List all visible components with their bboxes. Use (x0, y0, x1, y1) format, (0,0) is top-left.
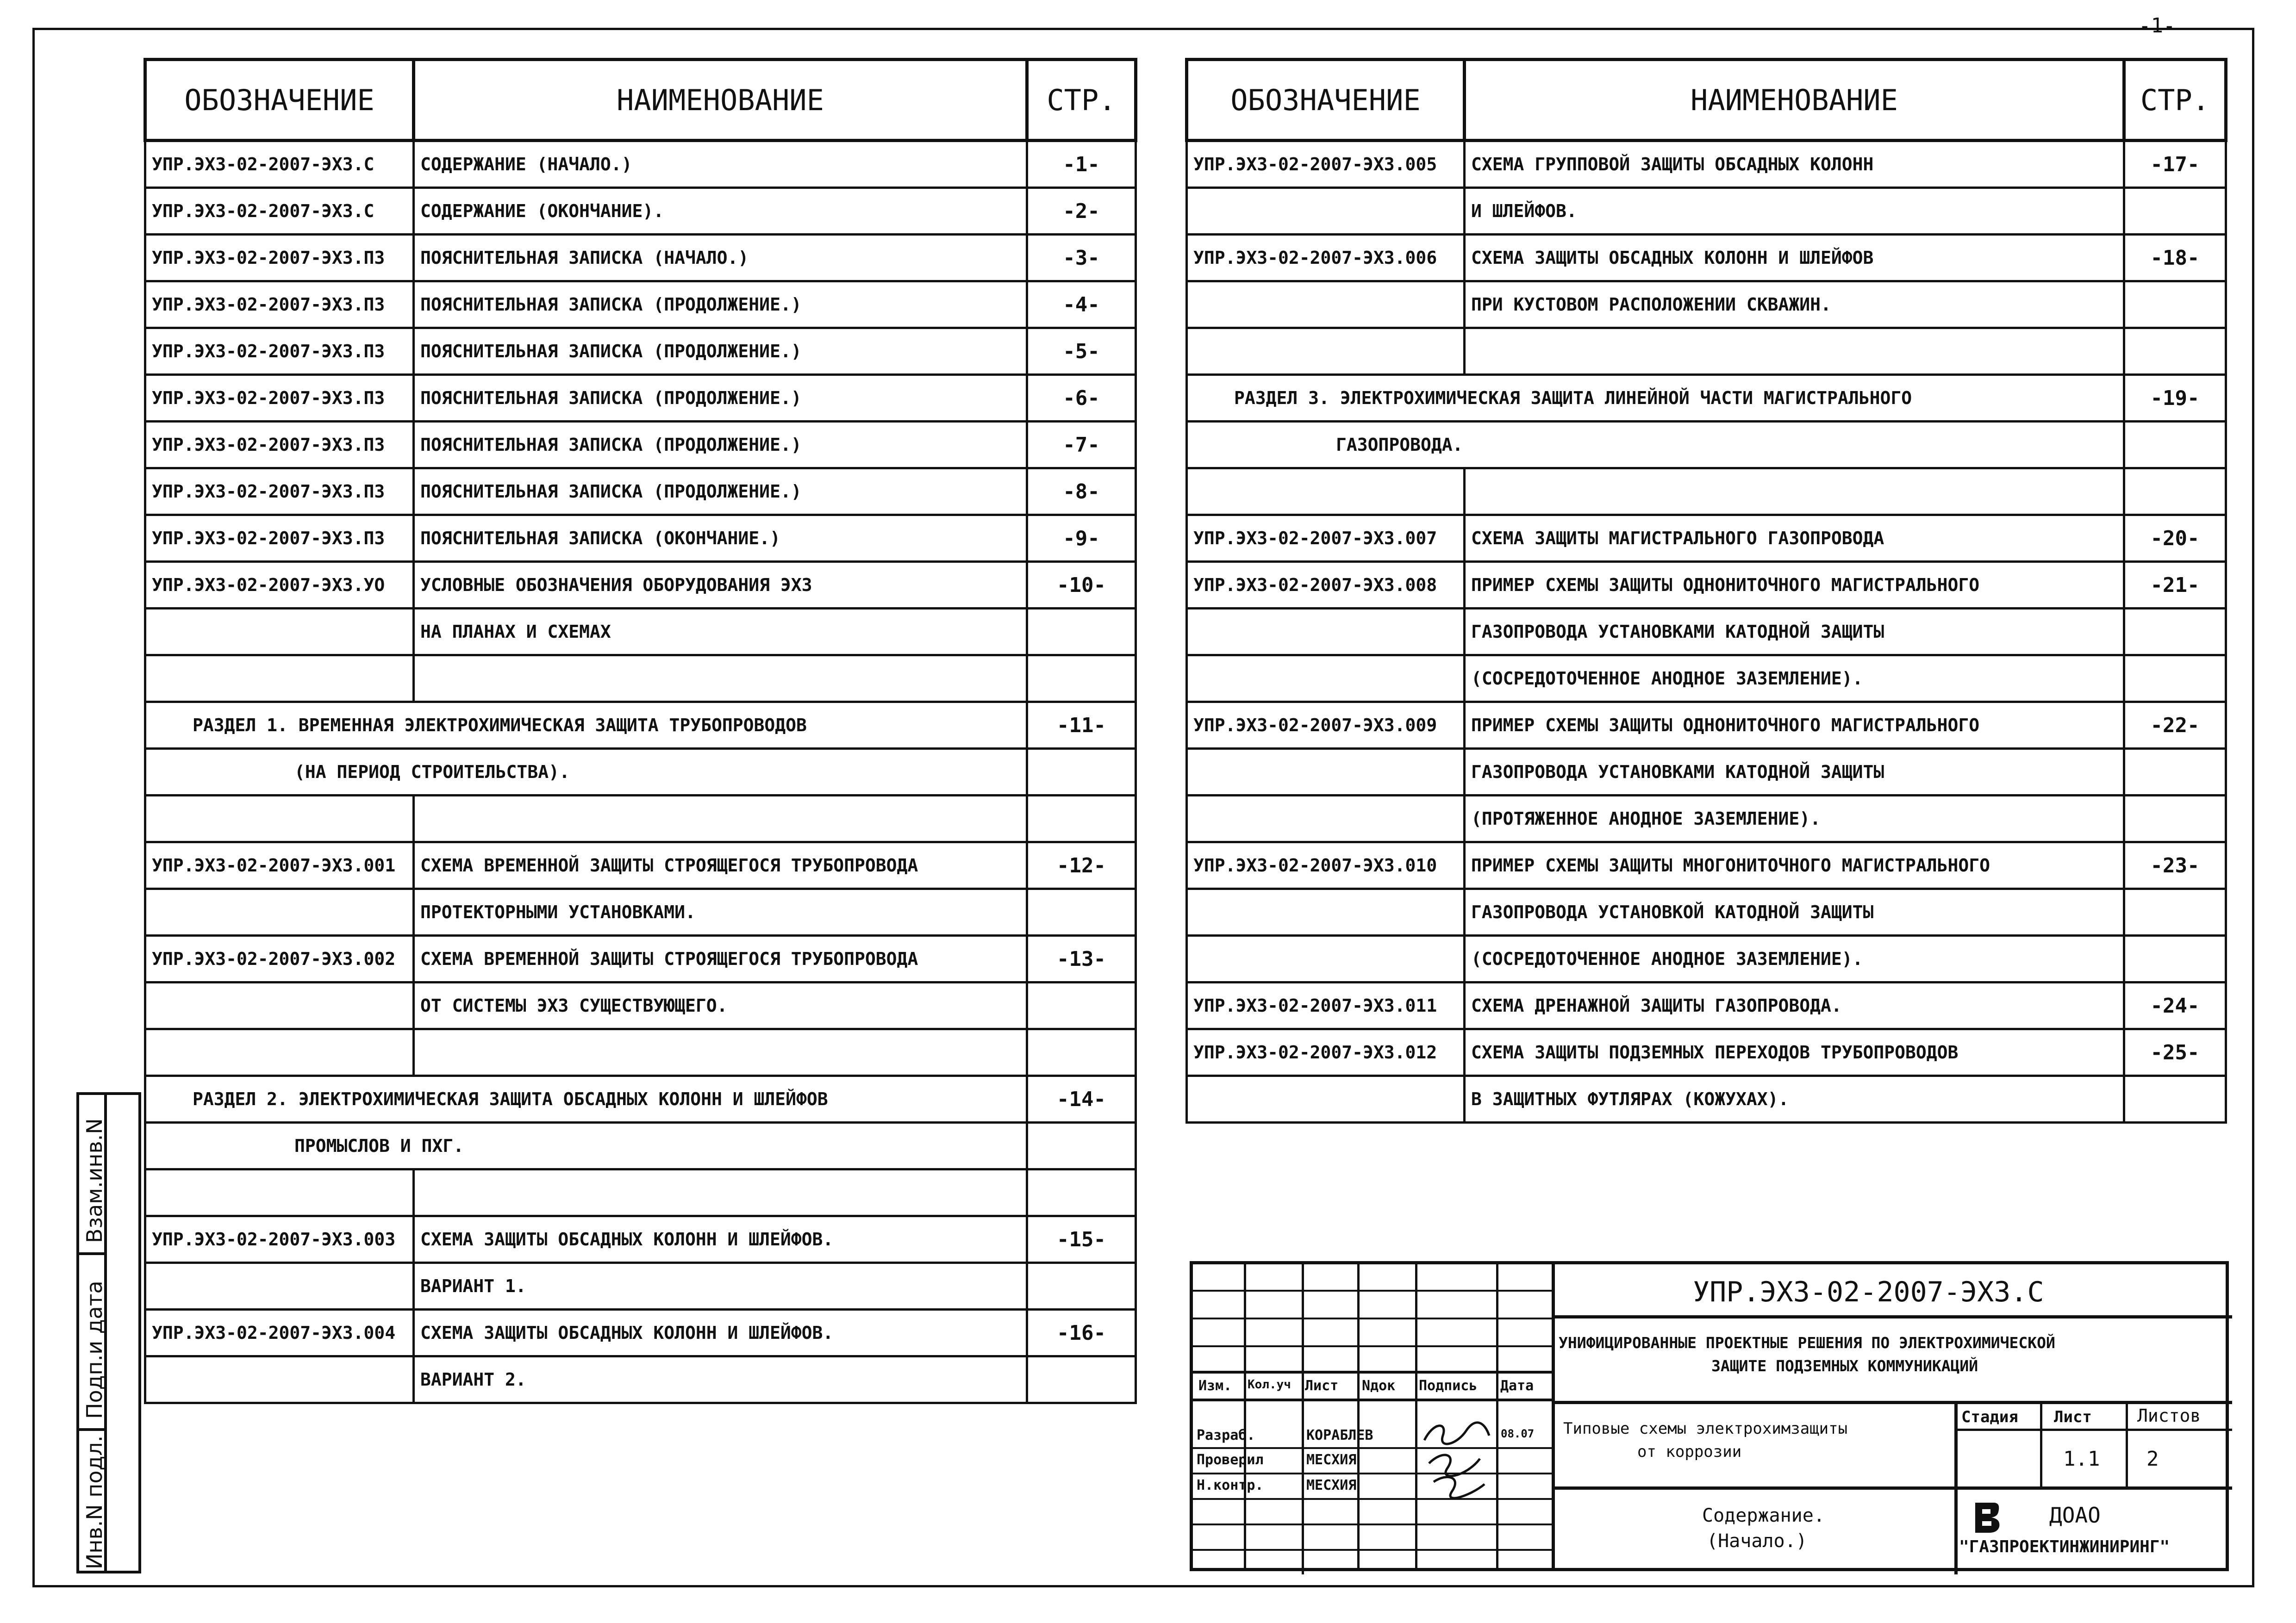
table-header-row (145, 60, 1136, 141)
name-cell: ПРИМЕР СХЕМЫ ЗАЩИТЫ ОДНОНИТОЧНОГО МАГИСТРАЛЬНОГО (1465, 562, 2124, 609)
designation-cell (145, 1029, 414, 1076)
table-row (145, 562, 1136, 609)
name-cell: ПРОТЕКТОРНЫМИ УСТАНОВКАМИ. (414, 889, 1027, 936)
contents-table-left (144, 58, 1137, 1404)
name-cell: ПОЯСНИТЕЛЬНАЯ ЗАПИСКА (ПРОДОЛЖЕНИЕ.) (414, 375, 1027, 422)
date-razrab: 08.07 (1501, 1427, 1535, 1440)
table-row (145, 1029, 1136, 1076)
designation-cell: УПР.ЭХЗ-02-2007-ЭХЗ.007 (1187, 515, 1465, 562)
designation-cell (1187, 796, 1465, 842)
section-title: (НА ПЕРИОД СТРОИТЕЛЬСТВА). (145, 749, 1027, 796)
designation-cell (1187, 468, 1465, 515)
page-cell (2124, 281, 2226, 328)
page-cell (2124, 655, 2226, 702)
page-cell: -17- (2124, 141, 2226, 188)
table-row (145, 422, 1136, 468)
header-designation: ОБОЗНАЧЕНИЕ (1187, 60, 1465, 141)
page-cell (2124, 468, 2226, 515)
name-cell: ПРИМЕР СХЕМЫ ЗАЩИТЫ МНОГОНИТОЧНОГО МАГИСТРАЛЬНОГО (1465, 842, 2124, 889)
name-cell: ПРИМЕР СХЕМЫ ЗАЩИТЫ ОДНОНИТОЧНОГО МАГИСТРАЛЬНОГО (1465, 702, 2124, 749)
person-razrab: КОРАБЛЕВ (1306, 1427, 1373, 1443)
organization-logo-icon (1971, 1498, 2003, 1535)
table-row (1187, 1076, 2226, 1123)
side-vzam-inv: Взам.инв.N (82, 1118, 107, 1243)
section-title: ПРОМЫСЛОВ И ПХГ. (145, 1123, 1027, 1169)
hdr-podpis: Подпись (1419, 1378, 1478, 1394)
table-row (1187, 141, 2226, 188)
table-row (145, 1216, 1136, 1263)
table-row (1187, 515, 2226, 562)
table-row (1187, 936, 2226, 983)
page-cell: -11- (1027, 702, 1136, 749)
table-row (1187, 796, 2226, 842)
table-row (145, 188, 1136, 235)
role-nkontr: Н.контр. (1197, 1477, 1264, 1493)
organization-name-line2: "ГАЗПРОЕКТИНЖИНИРИНГ" (1959, 1537, 2170, 1556)
name-cell: УСЛОВНЫЕ ОБОЗНАЧЕНИЯ ОБОРУДОВАНИЯ ЭХЗ (414, 562, 1027, 609)
page-cell: -9- (1027, 515, 1136, 562)
name-cell: СХЕМА ДРЕНАЖНОЙ ЗАЩИТЫ ГАЗОПРОВОДА. (1465, 983, 2124, 1029)
name-cell: СХЕМА ВРЕМЕННОЙ ЗАЩИТЫ СТРОЯЩЕГОСЯ ТРУБОПРОВОДА (414, 936, 1027, 983)
designation-cell: УПР.ЭХЗ-02-2007-ЭХЗ.ПЗ (145, 468, 414, 515)
name-cell: НА ПЛАНАХ И СХЕМАХ (414, 609, 1027, 655)
designation-cell: УПР.ЭХЗ-02-2007-ЭХЗ.009 (1187, 702, 1465, 749)
stage-label: Стадия (1961, 1408, 2018, 1426)
table-row (1187, 328, 2226, 375)
designation-cell: УПР.ЭХЗ-02-2007-ЭХЗ.011 (1187, 983, 1465, 1029)
page-cell (2124, 889, 2226, 936)
designation-cell: УПР.ЭХЗ-02-2007-ЭХЗ.С (145, 188, 414, 235)
name-cell: СХЕМА ГРУППОВОЙ ЗАЩИТЫ ОБСАДНЫХ КОЛОНН (1465, 141, 2124, 188)
name-cell: СОДЕРЖАНИЕ (ОКОНЧАНИЕ). (414, 188, 1027, 235)
page-cell (1027, 1123, 1136, 1169)
table-row (145, 889, 1136, 936)
table-row (145, 842, 1136, 889)
designation-cell: УПР.ЭХЗ-02-2007-ЭХЗ.006 (1187, 235, 1465, 281)
sheets-value: 2 (2146, 1447, 2159, 1471)
table-row (145, 328, 1136, 375)
name-cell: ПОЯСНИТЕЛЬНАЯ ЗАПИСКА (ПРОДОЛЖЕНИЕ.) (414, 328, 1027, 375)
doc-title-line1: Типовые схемы электрохимзащиты (1563, 1419, 1848, 1438)
designation-cell (1187, 281, 1465, 328)
table-row (145, 1123, 1136, 1169)
designation-cell: УПР.ЭХЗ-02-2007-ЭХЗ.ПЗ (145, 281, 414, 328)
name-cell: ПОЯСНИТЕЛЬНАЯ ЗАПИСКА (ПРОДОЛЖЕНИЕ.) (414, 422, 1027, 468)
side-podp-data: Подп.и дата (82, 1281, 107, 1419)
designation-cell (145, 1263, 414, 1310)
hdr-data: Дата (1500, 1378, 1534, 1394)
table-row (145, 1169, 1136, 1216)
sheet-title-line1: Содержание. (1702, 1505, 1825, 1526)
designation-cell (145, 1169, 414, 1216)
table-row (1187, 1029, 2226, 1076)
header-name: НАИМЕНОВАНИЕ (1465, 60, 2124, 141)
page-number: -1- (2139, 14, 2176, 37)
name-cell (414, 655, 1027, 702)
page-cell: -2- (1027, 188, 1136, 235)
designation-cell: УПР.ЭХЗ-02-2007-ЭХЗ.008 (1187, 562, 1465, 609)
page-cell: -21- (2124, 562, 2226, 609)
designation-cell (1187, 609, 1465, 655)
header-page: СТР. (2124, 60, 2226, 141)
section-title: ГАЗОПРОВОДА. (1187, 422, 2124, 468)
designation-cell: УПР.ЭХЗ-02-2007-ЭХЗ.004 (145, 1310, 414, 1356)
table-row (1187, 842, 2226, 889)
designation-cell (1187, 655, 1465, 702)
name-cell: ГАЗОПРОВОДА УСТАНОВКАМИ КАТОДНОЙ ЗАЩИТЫ (1465, 749, 2124, 796)
table-row (145, 655, 1136, 702)
table-row (1187, 281, 2226, 328)
document-code: УПР.ЭХЗ-02-2007-ЭХЗ.С (1693, 1276, 2044, 1308)
name-cell: ГАЗОПРОВОДА УСТАНОВКАМИ КАТОДНОЙ ЗАЩИТЫ (1465, 609, 2124, 655)
designation-cell: УПР.ЭХЗ-02-2007-ЭХЗ.С (145, 141, 414, 188)
name-cell: (ПРОТЯЖЕННОЕ АНОДНОЕ ЗАЗЕМЛЕНИЕ). (1465, 796, 2124, 842)
page-cell: -7- (1027, 422, 1136, 468)
table-row (145, 1356, 1136, 1403)
page-cell (1027, 796, 1136, 842)
name-cell: ПРИ КУСТОВОМ РАСПОЛОЖЕНИИ СКВАЖИН. (1465, 281, 2124, 328)
side-stamp (76, 1092, 141, 1573)
name-cell: (СОСРЕДОТОЧЕННОЕ АНОДНОЕ ЗАЗЕМЛЕНИЕ). (1465, 936, 2124, 983)
table-row (1187, 889, 2226, 936)
designation-cell: УПР.ЭХЗ-02-2007-ЭХЗ.ПЗ (145, 328, 414, 375)
role-proveril: Проверил (1197, 1452, 1264, 1468)
header-page: СТР. (1027, 60, 1136, 141)
table-row (145, 1310, 1136, 1356)
person-nkontr: МЕСХИЯ (1306, 1477, 1357, 1493)
designation-cell: УПР.ЭХЗ-02-2007-ЭХЗ.ПЗ (145, 515, 414, 562)
designation-cell (145, 889, 414, 936)
page-cell: -22- (2124, 702, 2226, 749)
designation-cell (145, 609, 414, 655)
name-cell: ПОЯСНИТЕЛЬНАЯ ЗАПИСКА (ОКОНЧАНИЕ.) (414, 515, 1027, 562)
page-cell: -20- (2124, 515, 2226, 562)
title-block (1190, 1261, 2229, 1571)
designation-cell: УПР.ЭХЗ-02-2007-ЭХЗ.003 (145, 1216, 414, 1263)
page-cell: -16- (1027, 1310, 1136, 1356)
table-row (1187, 749, 2226, 796)
doc-title-line2: от коррозии (1637, 1443, 1742, 1461)
table-row (145, 515, 1136, 562)
table-row (145, 375, 1136, 422)
name-cell: ПОЯСНИТЕЛЬНАЯ ЗАПИСКА (ПРОДОЛЖЕНИЕ.) (414, 468, 1027, 515)
name-cell (414, 1169, 1027, 1216)
contents-table-right (1185, 58, 2227, 1124)
page-cell (1027, 1263, 1136, 1310)
name-cell: СХЕМА ЗАЩИТЫ ОБСАДНЫХ КОЛОНН И ШЛЕЙФОВ (1465, 235, 2124, 281)
designation-cell (145, 983, 414, 1029)
designation-cell (145, 1356, 414, 1403)
page-cell: -18- (2124, 235, 2226, 281)
designation-cell (1187, 328, 1465, 375)
sheet-title-line2: (Начало.) (1707, 1530, 1807, 1552)
designation-cell (1187, 188, 1465, 235)
name-cell: ПОЯСНИТЕЛЬНАЯ ЗАПИСКА (ПРОДОЛЖЕНИЕ.) (414, 281, 1027, 328)
table-row (145, 281, 1136, 328)
table-row (145, 796, 1136, 842)
name-cell: СХЕМА ЗАЩИТЫ МАГИСТРАЛЬНОГО ГАЗОПРОВОДА (1465, 515, 2124, 562)
page-cell: -19- (2124, 375, 2226, 422)
designation-cell: УПР.ЭХЗ-02-2007-ЭХЗ.ПЗ (145, 375, 414, 422)
designation-cell: УПР.ЭХЗ-02-2007-ЭХЗ.УО (145, 562, 414, 609)
table-row (145, 1263, 1136, 1310)
name-cell: СХЕМА ВРЕМЕННОЙ ЗАЩИТЫ СТРОЯЩЕГОСЯ ТРУБОПРОВОДА (414, 842, 1027, 889)
side-inv-podl: Инв.N подл. (82, 1435, 107, 1569)
page-cell (2124, 796, 2226, 842)
hdr-list: Лист (1305, 1378, 1339, 1394)
hdr-kol: Кол.уч (1248, 1378, 1291, 1392)
designation-cell (1187, 889, 1465, 936)
name-cell: СХЕМА ЗАЩИТЫ ОБСАДНЫХ КОЛОНН И ШЛЕЙФОВ. (414, 1216, 1027, 1263)
organization-name-line1: ДОАО (2049, 1503, 2101, 1528)
page-cell: -8- (1027, 468, 1136, 515)
page-cell: -14- (1027, 1076, 1136, 1123)
page-cell: -13- (1027, 936, 1136, 983)
page-cell (2124, 188, 2226, 235)
page-cell: -3- (1027, 235, 1136, 281)
role-razrab: Разраб. (1197, 1427, 1255, 1443)
name-cell (1465, 468, 2124, 515)
name-cell: ОТ СИСТЕМЫ ЭХЗ СУЩЕСТВУЮЩЕГО. (414, 983, 1027, 1029)
table-header-row (1187, 60, 2226, 141)
designation-cell (1187, 1076, 1465, 1123)
sheet-value: 1.1 (2063, 1447, 2100, 1471)
name-cell: СХЕМА ЗАЩИТЫ ПОДЗЕМНЫХ ПЕРЕХОДОВ ТРУБОПРОВОДОВ (1465, 1029, 2124, 1076)
section-title: РАЗДЕЛ 2. ЭЛЕКТРОХИМИЧЕСКАЯ ЗАЩИТА ОБСАДНЫХ КОЛОНН И ШЛЕЙФОВ (145, 1076, 1027, 1123)
page-cell (1027, 1169, 1136, 1216)
table-row (145, 141, 1136, 188)
page-cell: -5- (1027, 328, 1136, 375)
table-row (1187, 609, 2226, 655)
page-cell (1027, 1029, 1136, 1076)
name-cell: И ШЛЕЙФОВ. (1465, 188, 2124, 235)
page-cell (2124, 328, 2226, 375)
section-title: РАЗДЕЛ 1. ВРЕМЕННАЯ ЭЛЕКТРОХИМИЧЕСКАЯ ЗАЩИТА ТРУБОПРОВОДОВ (145, 702, 1027, 749)
page-cell: -25- (2124, 1029, 2226, 1076)
designation-cell: УПР.ЭХЗ-02-2007-ЭХЗ.012 (1187, 1029, 1465, 1076)
table-row (145, 609, 1136, 655)
table-row (1187, 983, 2226, 1029)
table-row (1187, 375, 2226, 422)
page-cell (2124, 422, 2226, 468)
designation-cell: УПР.ЭХЗ-02-2007-ЭХЗ.ПЗ (145, 422, 414, 468)
name-cell (414, 796, 1027, 842)
page-cell (1027, 749, 1136, 796)
name-cell: СХЕМА ЗАЩИТЫ ОБСАДНЫХ КОЛОНН И ШЛЕЙФОВ. (414, 1310, 1027, 1356)
page-cell (1027, 609, 1136, 655)
header-designation: ОБОЗНАЧЕНИЕ (145, 60, 414, 141)
table-row (1187, 562, 2226, 609)
table-row (1187, 235, 2226, 281)
page-cell: -4- (1027, 281, 1136, 328)
page-cell: -1- (1027, 141, 1136, 188)
designation-cell (1187, 936, 1465, 983)
page-cell: -6- (1027, 375, 1136, 422)
designation-cell: УПР.ЭХЗ-02-2007-ЭХЗ.ПЗ (145, 235, 414, 281)
sheet-label: Лист (2054, 1408, 2092, 1426)
hdr-izm: Изм. (1198, 1378, 1232, 1394)
name-cell: ГАЗОПРОВОДА УСТАНОВКОЙ КАТОДНОЙ ЗАЩИТЫ (1465, 889, 2124, 936)
hdr-ndok: Nдок (1362, 1378, 1396, 1394)
designation-cell: УПР.ЭХЗ-02-2007-ЭХЗ.010 (1187, 842, 1465, 889)
designation-cell: УПР.ЭХЗ-02-2007-ЭХЗ.001 (145, 842, 414, 889)
name-cell: ПОЯСНИТЕЛЬНАЯ ЗАПИСКА (НАЧАЛО.) (414, 235, 1027, 281)
name-cell: СОДЕРЖАНИЕ (НАЧАЛО.) (414, 141, 1027, 188)
page-cell (2124, 1076, 2226, 1123)
page-cell: -10- (1027, 562, 1136, 609)
name-cell: ВАРИАНТ 1. (414, 1263, 1027, 1310)
table-row (1187, 468, 2226, 515)
page-cell (1027, 983, 1136, 1029)
table-row (145, 936, 1136, 983)
designation-cell (145, 655, 414, 702)
page-cell: -15- (1027, 1216, 1136, 1263)
name-cell: (СОСРЕДОТОЧЕННОЕ АНОДНОЕ ЗАЗЕМЛЕНИЕ). (1465, 655, 2124, 702)
designation-cell: УПР.ЭХЗ-02-2007-ЭХЗ.002 (145, 936, 414, 983)
page-cell (2124, 749, 2226, 796)
sheets-label: Листов (2137, 1405, 2201, 1426)
name-cell (1465, 328, 2124, 375)
page-cell: -12- (1027, 842, 1136, 889)
header-name: НАИМЕНОВАНИЕ (414, 60, 1027, 141)
table-row (145, 749, 1136, 796)
table-row (1187, 702, 2226, 749)
person-proveril: МЕСХИЯ (1306, 1452, 1357, 1468)
designation-cell (1187, 749, 1465, 796)
page-cell (1027, 1356, 1136, 1403)
table-row (145, 1076, 1136, 1123)
page-cell: -23- (2124, 842, 2226, 889)
table-row (145, 983, 1136, 1029)
table-row (1187, 188, 2226, 235)
designation-cell: УПР.ЭХЗ-02-2007-ЭХЗ.005 (1187, 141, 1465, 188)
table-row (1187, 655, 2226, 702)
project-title-line2: ЗАЩИТЕ ПОДЗЕМНЫХ КОММУНИКАЦИЙ (1711, 1357, 1978, 1375)
name-cell: ВАРИАНТ 2. (414, 1356, 1027, 1403)
table-row (1187, 422, 2226, 468)
page-cell: -24- (2124, 983, 2226, 1029)
page-cell (2124, 609, 2226, 655)
table-row (145, 235, 1136, 281)
table-row (145, 702, 1136, 749)
page-cell (2124, 936, 2226, 983)
section-title: РАЗДЕЛ 3. ЭЛЕКТРОХИМИЧЕСКАЯ ЗАЩИТА ЛИНЕЙНОЙ ЧАСТИ МАГИСТРАЛЬНОГО (1187, 375, 2124, 422)
page-cell (1027, 889, 1136, 936)
signatures (1415, 1403, 1498, 1510)
designation-cell (145, 796, 414, 842)
project-title-line1: УНИФИЦИРОВАННЫЕ ПРОЕКТНЫЕ РЕШЕНИЯ ПО ЭЛЕКТРОХИМИЧЕСКОЙ (1559, 1334, 2055, 1352)
name-cell: В ЗАЩИТНЫХ ФУТЛЯРАХ (КОЖУХАХ). (1465, 1076, 2124, 1123)
page-cell (1027, 655, 1136, 702)
name-cell (414, 1029, 1027, 1076)
table-row (145, 468, 1136, 515)
